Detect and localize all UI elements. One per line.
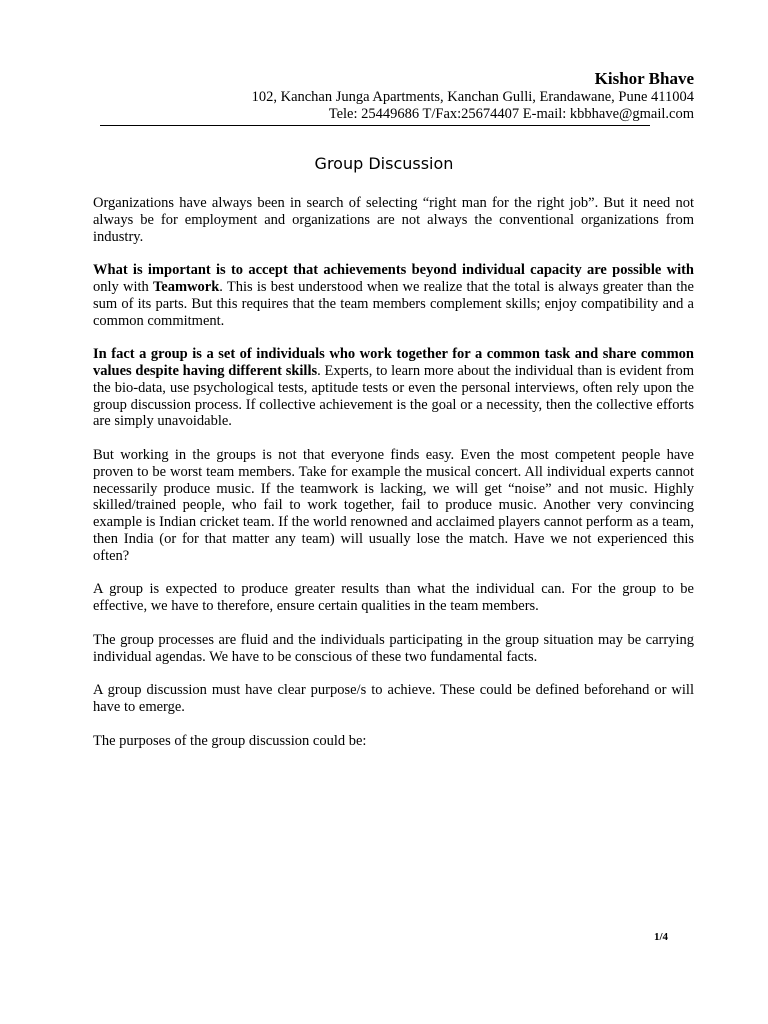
bold-text: Teamwork bbox=[152, 278, 220, 295]
body-paragraph bbox=[93, 195, 694, 245]
paragraph-text: . This is best understood when we realize that the total is always greater than the sum of its parts. But this requires that the team members complement skills; enjoy compatibility and a common commitment. bbox=[93, 278, 694, 329]
author-name: Kishor Bhave bbox=[594, 69, 694, 88]
body-paragraph bbox=[93, 262, 694, 329]
paragraph-text: But working in the groups is not that everyone finds easy. Even the most competent people have proven to be worst team members. Take for example the musical concert. All individual experts cannot necessarily produce music. If the teamwork is lacking, we will get “noise” and not music. Highly skilled/trained people, who fail to work together, fail to produce music. Another very convincing example is Indian cricket team. If the world renowned and acclaimed players cannot perform as a team, then India (or for that matter any team) will usually lose the match. Have we not experienced this often? bbox=[93, 446, 694, 564]
bold-text: What is important is to accept that achievements beyond individual capacity are possible with bbox=[93, 262, 694, 279]
author-address: 102, Kanchan Junga Apartments, Kanchan Gulli, Erandawane, Pune 411004 bbox=[251, 89, 694, 105]
letterhead bbox=[252, 69, 694, 123]
body-paragraph bbox=[93, 733, 694, 750]
paragraph-text: The purposes of the group discussion could be: bbox=[93, 732, 367, 749]
document-title: Group Discussion bbox=[314, 154, 454, 173]
body-paragraph bbox=[93, 346, 694, 430]
bold-text: In fact a group is a set of individuals who work together for a common task and share common values despite having different skills bbox=[93, 346, 694, 379]
body-paragraph bbox=[93, 447, 694, 565]
author-contact: Tele: 25449686 T/Fax:25674407 E-mail: kbbhave@gmail.com bbox=[328, 106, 694, 122]
paragraph-text: Organizations have always been in search of selecting “right man for the right job”. But it need not always be for employment and organizations are not always the conventional organizations from industry. bbox=[93, 195, 694, 245]
paragraph-text: . Experts, to learn more about the individual than is evident from the bio-data, use psychological tests, aptitude tests or even the personal interviews, often rely upon the group discussion process. If collective achievement is the goal or a necessity, then the collective efforts are simply unavoidable. bbox=[93, 362, 695, 430]
paragraph-text: A group discussion must have clear purpose/s to achieve. These could be defined beforehand or will have to emerge. bbox=[93, 682, 694, 715]
document-body bbox=[93, 195, 694, 766]
page-number: 1/4 bbox=[654, 931, 669, 943]
body-paragraph bbox=[93, 632, 694, 666]
paragraph-text: The group processes are fluid and the individuals participating in the group situation may be carrying individual agendas. We have to be conscious of these two fundamental facts. bbox=[93, 631, 694, 665]
paragraph-text: A group is expected to produce greater results than what the individual can. For the group to be effective, we have to therefore, ensure certain qualities in the team members. bbox=[93, 581, 694, 615]
body-paragraph bbox=[93, 581, 694, 615]
paragraph-text: only with bbox=[93, 278, 153, 295]
header-divider bbox=[100, 125, 650, 126]
body-paragraph bbox=[93, 682, 694, 716]
